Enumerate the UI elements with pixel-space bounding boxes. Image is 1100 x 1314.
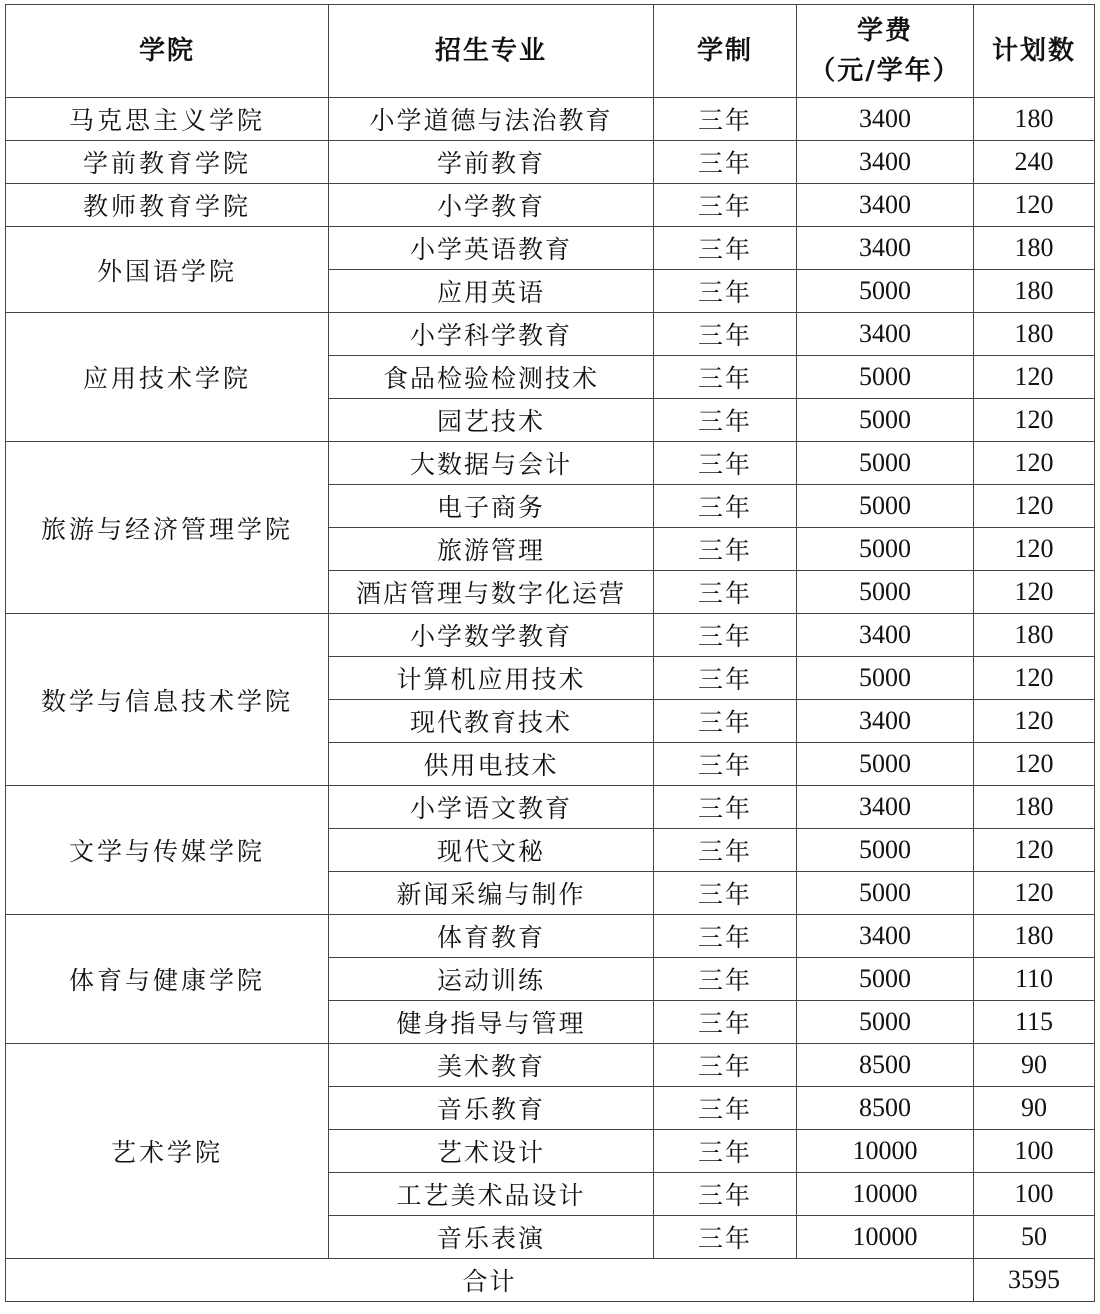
cell-plan: 120 [974, 657, 1095, 700]
cell-duration: 三年 [654, 1130, 797, 1173]
cell-fee: 5000 [797, 485, 974, 528]
cell-plan: 50 [974, 1216, 1095, 1259]
table-row [6, 141, 1095, 184]
cell-duration: 三年 [654, 227, 797, 270]
cell-duration: 三年 [654, 270, 797, 313]
cell-plan: 120 [974, 442, 1095, 485]
cell-major: 应用英语 [329, 270, 654, 313]
cell-duration: 三年 [654, 786, 797, 829]
cell-duration: 三年 [654, 829, 797, 872]
cell-duration: 三年 [654, 485, 797, 528]
cell-fee: 5000 [797, 743, 974, 786]
total-value: 3595 [974, 1259, 1095, 1302]
cell-fee: 5000 [797, 872, 974, 915]
cell-duration: 三年 [654, 356, 797, 399]
cell-fee: 3400 [797, 184, 974, 227]
cell-plan: 120 [974, 399, 1095, 442]
table-row [6, 227, 1095, 270]
table-header-row [6, 5, 1095, 98]
cell-fee: 5000 [797, 528, 974, 571]
cell-major: 现代教育技术 [329, 700, 654, 743]
cell-duration: 三年 [654, 442, 797, 485]
cell-plan: 120 [974, 356, 1095, 399]
cell-major: 旅游管理 [329, 528, 654, 571]
cell-major: 学前教育 [329, 141, 654, 184]
cell-duration: 三年 [654, 98, 797, 141]
cell-college: 马克思主义学院 [6, 98, 329, 141]
cell-duration: 三年 [654, 1087, 797, 1130]
cell-major: 电子商务 [329, 485, 654, 528]
cell-college: 学前教育学院 [6, 141, 329, 184]
cell-major: 新闻采编与制作 [329, 872, 654, 915]
cell-fee: 3400 [797, 915, 974, 958]
cell-college: 数学与信息技术学院 [6, 614, 329, 786]
cell-duration: 三年 [654, 313, 797, 356]
cell-plan: 90 [974, 1044, 1095, 1087]
cell-college: 旅游与经济管理学院 [6, 442, 329, 614]
cell-duration: 三年 [654, 958, 797, 1001]
cell-major: 现代文秘 [329, 829, 654, 872]
enrollment-plan-table-container [5, 4, 1095, 1302]
cell-fee: 5000 [797, 1001, 974, 1044]
cell-plan: 180 [974, 786, 1095, 829]
cell-plan: 120 [974, 528, 1095, 571]
cell-plan: 120 [974, 743, 1095, 786]
cell-duration: 三年 [654, 614, 797, 657]
header-plan: 计划数 [974, 5, 1095, 98]
cell-fee: 3400 [797, 786, 974, 829]
header-fee-line2: （元/学年） [809, 56, 961, 86]
cell-college: 外国语学院 [6, 227, 329, 313]
cell-major: 健身指导与管理 [329, 1001, 654, 1044]
cell-fee: 3400 [797, 98, 974, 141]
cell-plan: 120 [974, 829, 1095, 872]
cell-duration: 三年 [654, 141, 797, 184]
cell-plan: 180 [974, 270, 1095, 313]
cell-major: 食品检验检测技术 [329, 356, 654, 399]
cell-major: 园艺技术 [329, 399, 654, 442]
header-major: 招生专业 [329, 5, 654, 98]
cell-plan: 110 [974, 958, 1095, 1001]
table-row [6, 614, 1095, 657]
cell-duration: 三年 [654, 1173, 797, 1216]
cell-plan: 180 [974, 614, 1095, 657]
cell-duration: 三年 [654, 743, 797, 786]
cell-plan: 100 [974, 1173, 1095, 1216]
cell-fee: 5000 [797, 958, 974, 1001]
table-row [6, 442, 1095, 485]
cell-plan: 240 [974, 141, 1095, 184]
cell-duration: 三年 [654, 184, 797, 227]
cell-college: 体育与健康学院 [6, 915, 329, 1044]
cell-duration: 三年 [654, 399, 797, 442]
cell-duration: 三年 [654, 1216, 797, 1259]
cell-fee: 5000 [797, 829, 974, 872]
cell-major: 供用电技术 [329, 743, 654, 786]
cell-major: 运动训练 [329, 958, 654, 1001]
cell-duration: 三年 [654, 657, 797, 700]
cell-plan: 90 [974, 1087, 1095, 1130]
cell-college: 文学与传媒学院 [6, 786, 329, 915]
cell-plan: 100 [974, 1130, 1095, 1173]
cell-major: 小学数学教育 [329, 614, 654, 657]
cell-fee: 5000 [797, 571, 974, 614]
cell-major: 艺术设计 [329, 1130, 654, 1173]
cell-duration: 三年 [654, 1044, 797, 1087]
cell-plan: 180 [974, 98, 1095, 141]
cell-plan: 180 [974, 915, 1095, 958]
table-row [6, 915, 1095, 958]
table-row [6, 98, 1095, 141]
cell-fee: 5000 [797, 356, 974, 399]
cell-fee: 10000 [797, 1130, 974, 1173]
enrollment-plan-table [5, 4, 1095, 1302]
cell-fee: 5000 [797, 270, 974, 313]
cell-fee: 5000 [797, 657, 974, 700]
table-body [6, 98, 1095, 1302]
cell-major: 小学语文教育 [329, 786, 654, 829]
cell-major: 小学道德与法治教育 [329, 98, 654, 141]
cell-fee: 10000 [797, 1216, 974, 1259]
cell-fee: 3400 [797, 141, 974, 184]
cell-plan: 120 [974, 872, 1095, 915]
header-college: 学院 [6, 5, 329, 98]
cell-major: 小学英语教育 [329, 227, 654, 270]
cell-major: 大数据与会计 [329, 442, 654, 485]
cell-plan: 120 [974, 184, 1095, 227]
table-row [6, 184, 1095, 227]
cell-major: 音乐表演 [329, 1216, 654, 1259]
cell-fee: 3400 [797, 227, 974, 270]
cell-duration: 三年 [654, 528, 797, 571]
cell-plan: 120 [974, 485, 1095, 528]
cell-major: 工艺美术品设计 [329, 1173, 654, 1216]
cell-major: 酒店管理与数字化运营 [329, 571, 654, 614]
cell-plan: 115 [974, 1001, 1095, 1044]
cell-fee: 8500 [797, 1044, 974, 1087]
cell-major: 小学教育 [329, 184, 654, 227]
header-fee-line1: 学费 [856, 16, 913, 46]
cell-duration: 三年 [654, 915, 797, 958]
cell-college: 应用技术学院 [6, 313, 329, 442]
cell-college: 教师教育学院 [6, 184, 329, 227]
table-row [6, 313, 1095, 356]
table-row [6, 1044, 1095, 1087]
total-label: 合计 [6, 1259, 974, 1302]
cell-major: 美术教育 [329, 1044, 654, 1087]
header-duration: 学制 [654, 5, 797, 98]
cell-fee: 3400 [797, 313, 974, 356]
cell-plan: 180 [974, 227, 1095, 270]
header-fee [797, 5, 974, 98]
cell-major: 小学科学教育 [329, 313, 654, 356]
cell-major: 音乐教育 [329, 1087, 654, 1130]
cell-fee: 5000 [797, 442, 974, 485]
cell-plan: 120 [974, 571, 1095, 614]
cell-fee: 3400 [797, 614, 974, 657]
table-row [6, 786, 1095, 829]
cell-duration: 三年 [654, 1001, 797, 1044]
total-row [6, 1259, 1095, 1302]
cell-duration: 三年 [654, 872, 797, 915]
cell-major: 体育教育 [329, 915, 654, 958]
cell-fee: 3400 [797, 700, 974, 743]
cell-plan: 120 [974, 700, 1095, 743]
cell-plan: 180 [974, 313, 1095, 356]
cell-duration: 三年 [654, 700, 797, 743]
cell-duration: 三年 [654, 571, 797, 614]
cell-fee: 5000 [797, 399, 974, 442]
cell-fee: 10000 [797, 1173, 974, 1216]
cell-major: 计算机应用技术 [329, 657, 654, 700]
cell-fee: 8500 [797, 1087, 974, 1130]
cell-college: 艺术学院 [6, 1044, 329, 1259]
